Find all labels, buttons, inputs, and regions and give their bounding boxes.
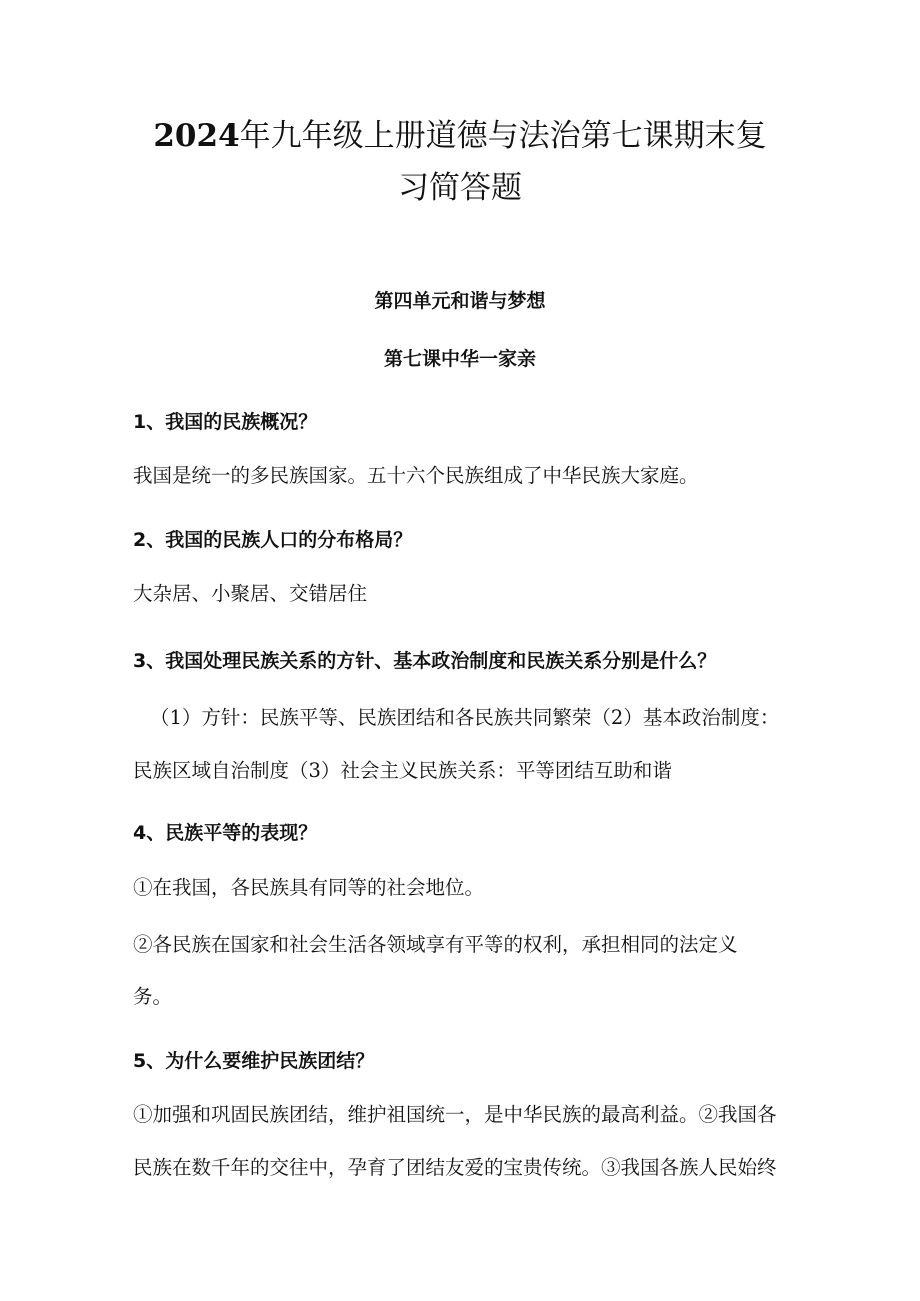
answer-5-line-1: ①加强和巩固民族团结，维护祖国统一，是中华民族的最高利益。②我国各 [133, 1103, 777, 1126]
title-line-2: 习简答题 [398, 170, 522, 206]
answer-4-line-2: ②各民族在国家和社会生活各领域享有平等的权利，承担相同的法定义 [133, 933, 738, 956]
title-line-1 [130, 110, 790, 162]
question-2: 2、我国的民族人口的分布格局？ [133, 529, 413, 551]
title-year: 2024 [153, 118, 240, 154]
answer-3-line-2: 民族区域自治制度（3）社会主义民族关系：平等团结互助和谐 [133, 759, 672, 782]
answer-2-line-1: 大杂居、小聚居、交错居住 [133, 582, 368, 605]
lesson-heading: 第七课中华一家亲 [383, 348, 536, 370]
question-5: 5、为什么要维护民族团结？ [133, 1050, 375, 1072]
answer-1-line-1: 我国是统一的多民族国家。五十六个民族组成了中华民族大家庭。 [133, 464, 699, 487]
question-1: 1、我国的民族概况？ [133, 411, 318, 433]
title-line-1-text: 年九年级上册道德与法治第七课期末复 [239, 118, 767, 154]
question-4: 4、民族平等的表现？ [133, 822, 318, 844]
answer-4-line-1: ①在我国，各民族具有同等的社会地位。 [133, 876, 485, 899]
question-3: 3、我国处理民族关系的方针、基本政治制度和民族关系分别是什么？ [133, 650, 717, 672]
answer-5-line-2: 民族在数千年的交往中，孕育了团结友爱的宝贵传统。③我国各族人民始终 [133, 1156, 777, 1179]
unit-heading: 第四单元和谐与梦想 [374, 290, 546, 312]
document-title [130, 110, 790, 214]
answer-4-line-3: 务。 [133, 985, 173, 1008]
answer-3-line-1: （1）方针：民族平等、民族团结和各民族共同繁荣（2）基本政治制度： [150, 706, 780, 729]
